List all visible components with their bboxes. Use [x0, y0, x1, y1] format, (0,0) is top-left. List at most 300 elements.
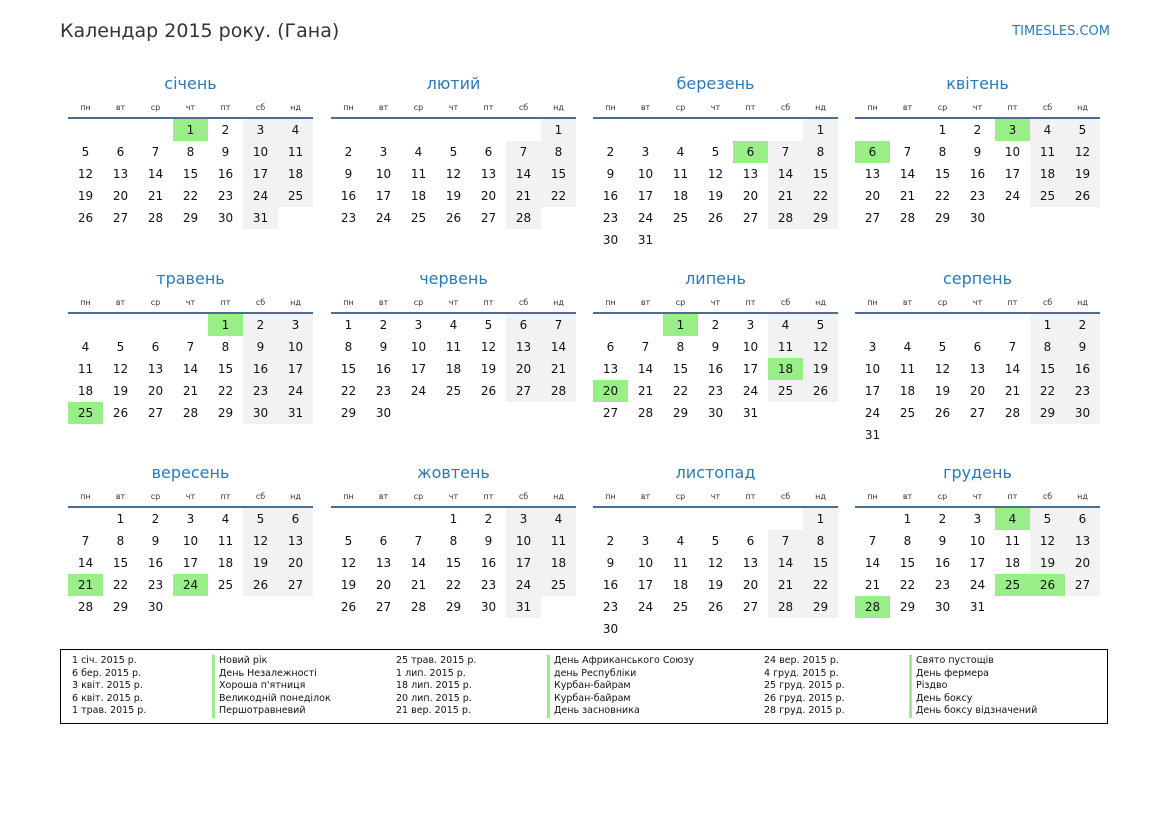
day-cell: 11 [672, 556, 689, 570]
site-link[interactable]: TIMESLES.COM [1012, 24, 1110, 39]
day-cell: 1 [803, 119, 838, 141]
empty-cell [855, 508, 890, 530]
day-cell: 23 [217, 189, 234, 203]
day-cell: 26 [445, 211, 462, 225]
day-cell: 18 [77, 384, 94, 398]
day-cell: 19 [243, 552, 278, 574]
day-cell: 14 [541, 336, 576, 358]
holiday-name: Свято пустощів [909, 655, 1037, 668]
weekday-label: чт [710, 492, 721, 501]
day-cell: 30 [375, 406, 392, 420]
day-cell: 23 [707, 384, 724, 398]
day-cell: 26 [803, 380, 838, 402]
weekday-label: ср [413, 103, 424, 112]
month-name: вересень [151, 463, 230, 482]
day-cell: 21 [182, 384, 199, 398]
day-cell: 23 [1065, 380, 1100, 402]
empty-cell [401, 119, 436, 141]
empty-cell [366, 508, 401, 530]
day-cell: 27 [506, 380, 541, 402]
weekday-header [331, 294, 576, 314]
month-name: березень [676, 74, 755, 93]
day-cell: 22 [899, 578, 916, 592]
day-cell: 8 [116, 534, 125, 548]
holiday-day: 21 [68, 574, 103, 596]
empty-cell [593, 119, 628, 141]
holiday-day: 25 [68, 402, 103, 424]
weekday-label: чт [185, 298, 196, 307]
weekday-label: ср [150, 298, 161, 307]
legend-names [547, 655, 694, 718]
day-cell: 23 [147, 578, 164, 592]
day-cell: 7 [903, 145, 912, 159]
day-cell: 18 [899, 384, 916, 398]
holiday-day: 3 [995, 119, 1030, 141]
day-cell: 6 [606, 340, 615, 354]
day-cell: 8 [344, 340, 353, 354]
day-cell: 12 [445, 167, 462, 181]
holiday-date: 6 бер. 2015 р. [72, 667, 142, 679]
month-name: червень [419, 269, 488, 288]
holiday-name: Великодній понеділок [212, 693, 331, 706]
day-cell: 29 [445, 600, 462, 614]
day-cell: 16 [707, 362, 724, 376]
day-cell: 14 [410, 556, 427, 570]
holiday-day: 20 [593, 380, 628, 402]
day-cell: 17 [410, 362, 427, 376]
day-cell: 3 [868, 340, 877, 354]
day-cell: 15 [217, 362, 234, 376]
holiday-date: 6 квіт. 2015 р. [72, 692, 143, 704]
empty-cell [698, 119, 733, 141]
day-cell: 11 [1030, 141, 1065, 163]
day-cell: 25 [672, 600, 689, 614]
day-cell: 15 [445, 556, 462, 570]
day-cell: 3 [278, 314, 313, 336]
day-cell: 14 [77, 556, 94, 570]
weekday-label: пт [483, 103, 494, 112]
holiday-name: День Незалежності [212, 668, 331, 681]
weekday-label: пн [343, 492, 354, 501]
day-cell: 15 [899, 556, 916, 570]
weekday-label: пн [867, 492, 878, 501]
day-cell: 17 [506, 552, 541, 574]
day-cell: 13 [278, 530, 313, 552]
weekday-label: пт [1007, 298, 1018, 307]
day-cell: 28 [768, 207, 803, 229]
legend-dates [764, 655, 845, 718]
weekday-label: вт [115, 298, 126, 307]
weekday-label: пн [605, 492, 616, 501]
day-cell: 9 [151, 534, 160, 548]
weekday-label: пт [745, 492, 756, 501]
day-grid [593, 508, 838, 640]
day-cell: 18 [410, 189, 427, 203]
empty-cell [68, 314, 103, 336]
holiday-date: 21 вер. 2015 р. [396, 705, 471, 717]
day-cell: 14 [899, 167, 916, 181]
holiday-name: Хороша п'ятниця [212, 680, 331, 693]
weekday-label: сб [255, 492, 266, 501]
weekday-label: вт [115, 492, 126, 501]
holiday-name: День боксу [909, 693, 1037, 706]
weekday-label: сб [780, 492, 791, 501]
empty-cell [173, 314, 208, 336]
day-cell: 11 [1004, 534, 1021, 548]
day-cell: 19 [803, 358, 838, 380]
weekday-label: нд [553, 492, 564, 501]
day-cell: 26 [707, 211, 724, 225]
day-cell: 16 [602, 189, 619, 203]
day-cell: 9 [379, 340, 388, 354]
weekday-label: нд [1077, 103, 1088, 112]
weekday-label: чт [710, 103, 721, 112]
day-cell: 29 [672, 406, 689, 420]
empty-cell [628, 508, 663, 530]
day-cell: 27 [742, 211, 759, 225]
day-cell: 16 [243, 358, 278, 380]
day-cell: 3 [186, 512, 195, 526]
day-cell: 21 [637, 384, 654, 398]
weekday-header [331, 488, 576, 508]
day-cell: 4 [903, 340, 912, 354]
month-11 [593, 461, 838, 640]
day-cell: 17 [969, 556, 986, 570]
day-cell: 20 [742, 578, 759, 592]
day-cell: 20 [969, 384, 986, 398]
empty-cell [890, 119, 925, 141]
day-cell: 27 [375, 600, 392, 614]
day-cell: 25 [768, 380, 803, 402]
day-cell: 12 [707, 556, 724, 570]
empty-cell [138, 314, 173, 336]
day-cell: 26 [340, 600, 357, 614]
day-cell: 20 [1065, 552, 1100, 574]
empty-cell [628, 314, 663, 336]
day-cell: 6 [506, 314, 541, 336]
day-cell: 3 [506, 508, 541, 530]
day-cell: 24 [742, 384, 759, 398]
empty-cell [593, 314, 628, 336]
weekday-label: вт [640, 298, 651, 307]
month-12 [855, 461, 1100, 618]
day-cell: 12 [243, 530, 278, 552]
day-grid [68, 508, 313, 618]
day-cell: 11 [672, 167, 689, 181]
day-cell: 7 [541, 314, 576, 336]
day-cell: 29 [803, 207, 838, 229]
empty-cell [995, 314, 1030, 336]
day-cell: 30 [707, 406, 724, 420]
day-cell: 20 [480, 189, 497, 203]
month-9 [68, 461, 313, 618]
day-cell: 23 [602, 600, 619, 614]
day-cell: 15 [672, 362, 689, 376]
day-cell: 11 [410, 167, 427, 181]
day-cell: 7 [414, 534, 423, 548]
day-cell: 17 [243, 163, 278, 185]
day-cell: 13 [375, 556, 392, 570]
empty-cell [768, 508, 803, 530]
day-cell: 25 [672, 211, 689, 225]
day-cell: 18 [672, 189, 689, 203]
day-cell: 19 [707, 189, 724, 203]
empty-cell [436, 119, 471, 141]
month-6 [331, 267, 576, 424]
day-cell: 27 [602, 406, 619, 420]
day-cell: 12 [803, 336, 838, 358]
weekday-label: сб [518, 298, 529, 307]
holiday-day: 1 [173, 119, 208, 141]
day-cell: 30 [934, 600, 951, 614]
day-cell: 10 [1004, 145, 1021, 159]
day-cell: 10 [410, 340, 427, 354]
day-cell: 24 [637, 600, 654, 614]
day-cell: 18 [672, 578, 689, 592]
empty-cell [925, 314, 960, 336]
day-cell: 10 [506, 530, 541, 552]
month-5 [68, 267, 313, 424]
day-cell: 26 [243, 574, 278, 596]
holiday-name: День засновника [547, 705, 694, 718]
day-cell: 5 [449, 145, 458, 159]
empty-cell [733, 508, 768, 530]
day-cell: 2 [938, 512, 947, 526]
day-cell: 22 [803, 185, 838, 207]
day-cell: 15 [934, 167, 951, 181]
month-1 [68, 72, 313, 229]
day-cell: 8 [676, 340, 685, 354]
weekday-label: вт [640, 492, 651, 501]
weekday-label: ср [675, 492, 686, 501]
day-cell: 12 [707, 167, 724, 181]
day-grid [68, 119, 313, 229]
day-cell: 28 [182, 406, 199, 420]
legend-dates [72, 655, 146, 718]
weekday-header [593, 294, 838, 314]
weekday-label: чт [972, 298, 983, 307]
month-name: травень [156, 269, 225, 288]
day-cell: 16 [480, 556, 497, 570]
day-cell: 6 [973, 340, 982, 354]
day-cell: 18 [217, 556, 234, 570]
holiday-name: Курбан-байрам [547, 693, 694, 706]
day-cell: 10 [375, 167, 392, 181]
day-cell: 26 [707, 600, 724, 614]
holiday-day: 1 [208, 314, 243, 336]
day-cell: 3 [641, 534, 650, 548]
day-cell: 13 [742, 167, 759, 181]
month-name: лютий [426, 74, 481, 93]
day-cell: 25 [217, 578, 234, 592]
empty-cell [663, 508, 698, 530]
day-cell: 10 [182, 534, 199, 548]
day-cell: 21 [147, 189, 164, 203]
day-cell: 17 [864, 384, 881, 398]
day-cell: 27 [147, 406, 164, 420]
day-cell: 24 [864, 406, 881, 420]
weekday-label: пт [1007, 492, 1018, 501]
holiday-date: 25 трав. 2015 р. [396, 655, 477, 666]
weekday-label: сб [518, 103, 529, 112]
day-cell: 19 [340, 578, 357, 592]
day-cell: 2 [711, 318, 720, 332]
empty-cell [960, 314, 995, 336]
day-cell: 16 [147, 556, 164, 570]
weekday-label: ср [937, 103, 948, 112]
weekday-header [68, 488, 313, 508]
day-cell: 11 [899, 362, 916, 376]
day-cell: 20 [742, 189, 759, 203]
empty-cell [401, 508, 436, 530]
day-grid [593, 314, 838, 424]
holiday-name: Курбан-байрам [547, 680, 694, 693]
weekday-label: пн [343, 103, 354, 112]
day-cell: 3 [973, 512, 982, 526]
day-cell: 28 [506, 207, 541, 229]
day-cell: 5 [116, 340, 125, 354]
weekday-label: вт [115, 103, 126, 112]
holiday-date: 20 лип. 2015 р. [396, 692, 472, 704]
day-cell: 10 [637, 167, 654, 181]
weekday-header [68, 294, 313, 314]
day-cell: 12 [1030, 530, 1065, 552]
day-cell: 28 [899, 211, 916, 225]
day-cell: 10 [278, 336, 313, 358]
day-cell: 3 [414, 318, 423, 332]
weekday-label: нд [553, 298, 564, 307]
day-cell: 6 [116, 145, 125, 159]
day-cell: 31 [637, 233, 654, 247]
day-cell: 30 [1065, 402, 1100, 424]
weekday-label: пн [605, 103, 616, 112]
day-cell: 31 [243, 207, 278, 229]
weekday-label: пн [605, 298, 616, 307]
day-cell: 12 [480, 340, 497, 354]
empty-cell [138, 119, 173, 141]
day-cell: 31 [278, 402, 313, 424]
day-cell: 7 [768, 141, 803, 163]
day-cell: 17 [637, 578, 654, 592]
day-cell: 11 [278, 141, 313, 163]
day-cell: 28 [1004, 406, 1021, 420]
day-cell: 5 [243, 508, 278, 530]
day-cell: 5 [484, 318, 493, 332]
weekday-label: пн [867, 298, 878, 307]
weekday-label: нд [1077, 492, 1088, 501]
day-cell: 8 [221, 340, 230, 354]
weekday-label: ср [150, 103, 161, 112]
day-cell: 4 [676, 534, 685, 548]
day-grid [68, 314, 313, 424]
day-cell: 30 [147, 600, 164, 614]
day-cell: 15 [541, 163, 576, 185]
day-cell: 2 [606, 145, 615, 159]
holiday-date: 1 лип. 2015 р. [396, 667, 466, 679]
weekday-label: чт [185, 492, 196, 501]
weekday-label: пт [745, 298, 756, 307]
weekday-label: пт [220, 298, 231, 307]
weekday-header [855, 488, 1100, 508]
day-cell: 21 [768, 185, 803, 207]
holiday-name: День Африканського Союзу [547, 655, 694, 668]
day-cell: 13 [506, 336, 541, 358]
day-cell: 12 [340, 556, 357, 570]
holiday-name: День фермера [909, 668, 1037, 681]
day-cell: 21 [410, 578, 427, 592]
day-cell: 19 [1065, 163, 1100, 185]
day-cell: 22 [1030, 380, 1065, 402]
day-cell: 19 [1030, 552, 1065, 574]
day-cell: 19 [934, 384, 951, 398]
day-cell: 15 [112, 556, 129, 570]
holiday-date: 3 квіт. 2015 р. [72, 680, 143, 692]
holiday-name: День боксу відзначений [909, 705, 1037, 718]
day-grid [593, 119, 838, 251]
day-cell: 5 [803, 314, 838, 336]
holiday-day: 18 [768, 358, 803, 380]
day-cell: 23 [934, 578, 951, 592]
day-cell: 6 [484, 145, 493, 159]
holiday-name: Різдво [909, 680, 1037, 693]
holiday-date: 28 груд. 2015 р. [764, 705, 845, 717]
day-cell: 21 [1004, 384, 1021, 398]
weekday-label: сб [1042, 492, 1053, 501]
weekday-label: ср [937, 298, 948, 307]
day-cell: 29 [340, 406, 357, 420]
day-cell: 9 [484, 534, 493, 548]
weekday-label: ср [937, 492, 948, 501]
weekday-header [855, 99, 1100, 119]
day-cell: 7 [506, 141, 541, 163]
holiday-day: 24 [173, 574, 208, 596]
day-cell: 2 [484, 512, 493, 526]
weekday-label: нд [815, 103, 826, 112]
day-cell: 23 [602, 211, 619, 225]
weekday-label: пт [220, 492, 231, 501]
day-cell: 22 [340, 384, 357, 398]
month-name: липень [685, 269, 746, 288]
weekday-label: сб [780, 298, 791, 307]
day-cell: 28 [637, 406, 654, 420]
day-cell: 14 [637, 362, 654, 376]
day-cell: 9 [606, 167, 615, 181]
day-grid [331, 508, 576, 618]
holiday-day: 1 [663, 314, 698, 336]
day-cell: 15 [803, 163, 838, 185]
empty-cell [103, 314, 138, 336]
holiday-date: 24 вер. 2015 р. [764, 655, 839, 666]
day-cell: 7 [1008, 340, 1017, 354]
day-cell: 6 [151, 340, 160, 354]
holiday-date: 1 трав. 2015 р. [72, 705, 147, 717]
month-name: січень [164, 74, 217, 93]
day-cell: 14 [182, 362, 199, 376]
day-cell: 2 [221, 123, 230, 137]
day-cell: 25 [899, 406, 916, 420]
day-cell: 30 [969, 211, 986, 225]
day-cell: 14 [506, 163, 541, 185]
day-cell: 8 [903, 534, 912, 548]
holiday-date: 26 груд. 2015 р. [764, 692, 845, 704]
weekday-label: нд [553, 103, 564, 112]
day-cell: 9 [973, 145, 982, 159]
month-8 [855, 267, 1100, 446]
day-cell: 21 [864, 578, 881, 592]
day-cell: 19 [707, 578, 724, 592]
day-cell: 13 [147, 362, 164, 376]
day-cell: 7 [641, 340, 650, 354]
